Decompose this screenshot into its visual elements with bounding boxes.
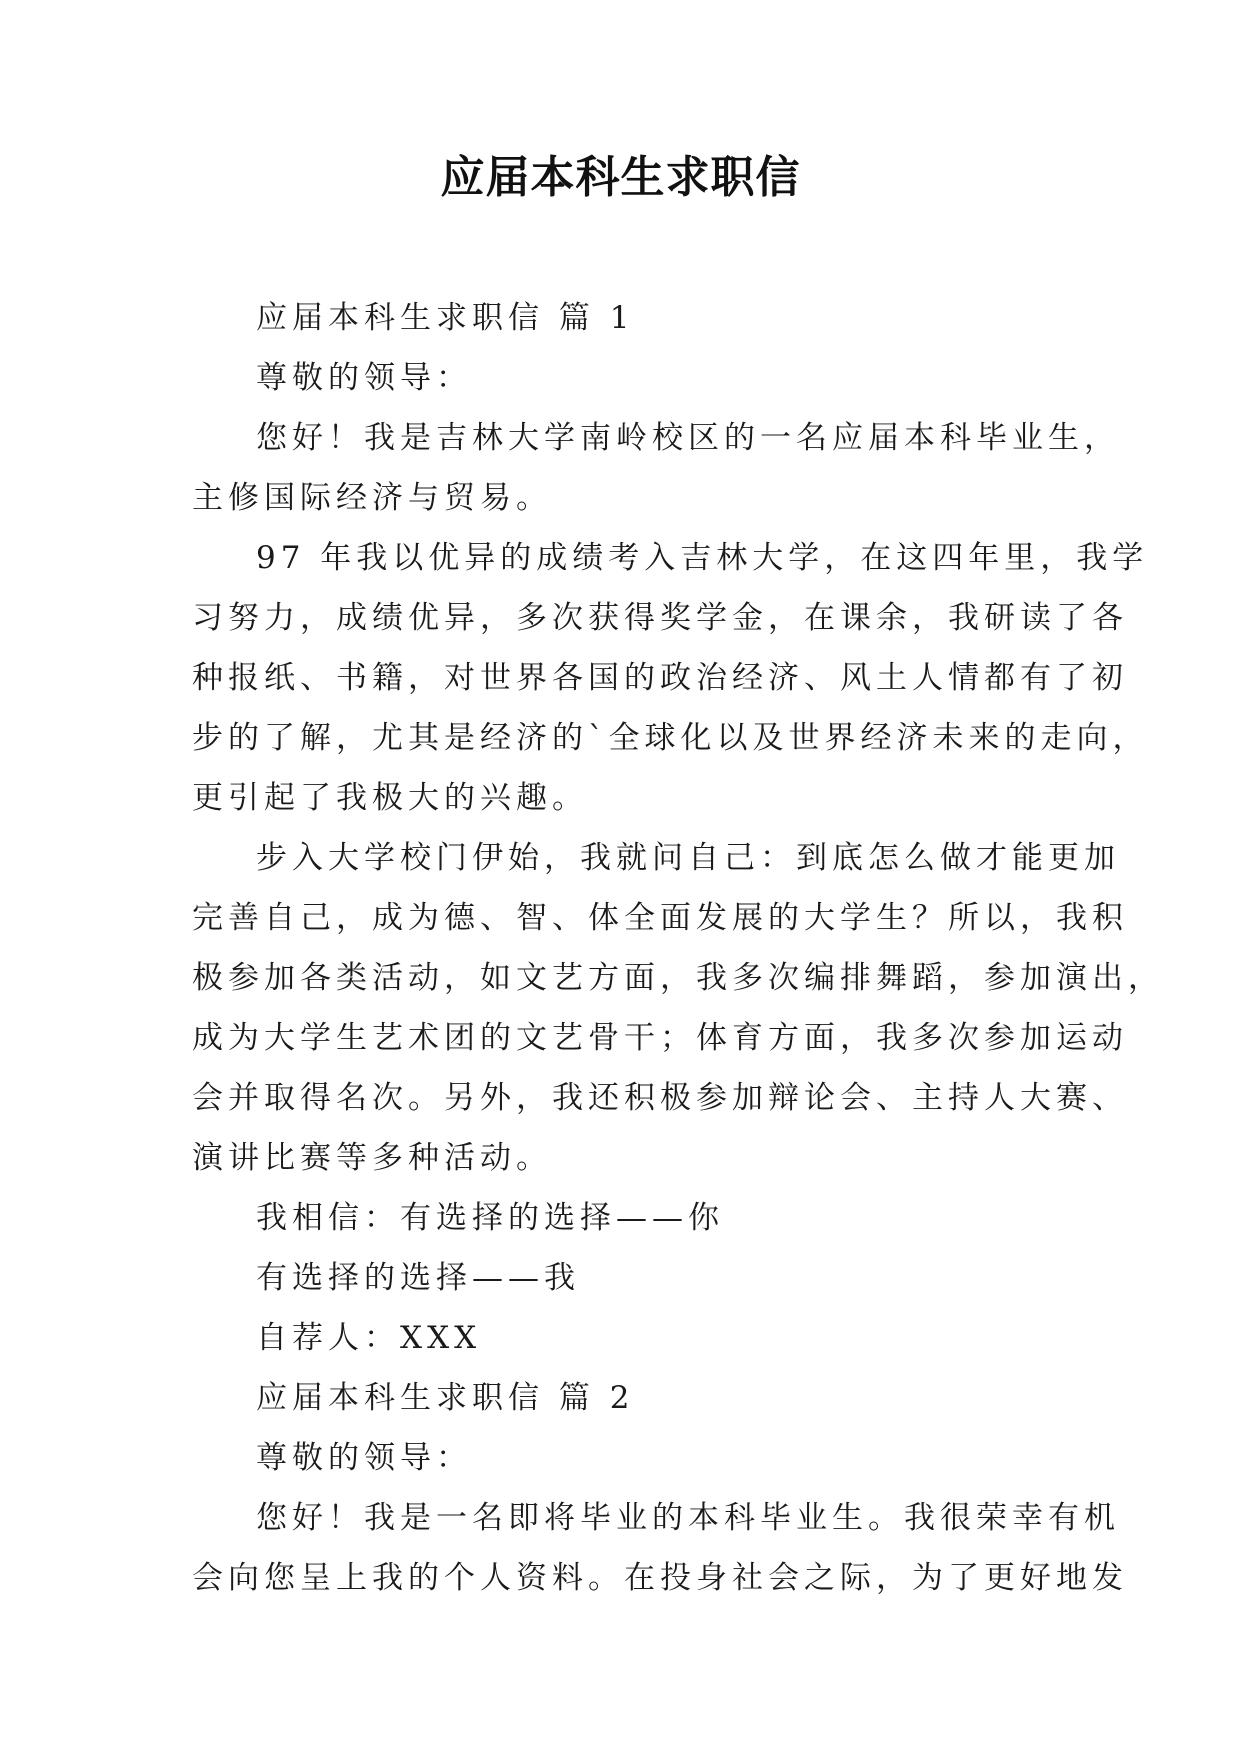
paragraph-line: 种报纸、书籍，对世界各国的政治经济、风土人情都有了初 [192,660,1128,696]
paragraph-line: 演讲比赛等多种活动。 [192,1140,552,1176]
signature-line: 自荐人：XXX [256,1320,482,1356]
paragraph-line: 有选择的选择——我 [256,1260,580,1296]
paragraph-line: 97 年我以优异的成绩考入吉林大学，在这四年里，我学 [256,540,1149,576]
paragraph-line: 您好！我是吉林大学南岭校区的一名应届本科毕业生， [256,420,1120,456]
paragraph-line: 我相信：有选择的选择——你 [256,1200,724,1236]
document-body [192,288,1164,1608]
paragraph-line: 完善自己，成为德、智、体全面发展的大学生？所以，我积 [192,900,1128,936]
paragraph-line: 主修国际经济与贸易。 [192,480,552,516]
paragraph-line: 您好！我是一名即将毕业的本科毕业生。我很荣幸有机 [256,1500,1120,1536]
document-title: 应届本科生求职信 [440,152,801,203]
paragraph-line: 步入大学校门伊始，我就问自己：到底怎么做才能更加 [256,840,1120,876]
paragraph-line: 成为大学生艺术团的文艺骨干；体育方面，我多次参加运动 [192,1020,1128,1056]
paragraph-line: 会向您呈上我的个人资料。在投身社会之际，为了更好地发 [192,1560,1128,1596]
paragraph-line: 习努力，成绩优异，多次获得奖学金，在课余，我研读了各 [192,600,1128,636]
section-heading-2: 应届本科生求职信 篇 2 [256,1380,635,1416]
salutation: 尊敬的领导： [256,360,472,396]
paragraph-line: 更引起了我极大的兴趣。 [192,780,588,816]
paragraph-line: 步的了解，尤其是经济的`全球化以及世界经济未来的走向， [192,720,1149,756]
paragraph-line: 会并取得名次。另外，我还积极参加辩论会、主持人大赛、 [192,1080,1128,1116]
salutation: 尊敬的领导： [256,1440,472,1476]
paragraph-line: 极参加各类活动，如文艺方面，我多次编排舞蹈，参加演出， [192,960,1164,996]
section-heading-1: 应届本科生求职信 篇 1 [256,300,635,336]
